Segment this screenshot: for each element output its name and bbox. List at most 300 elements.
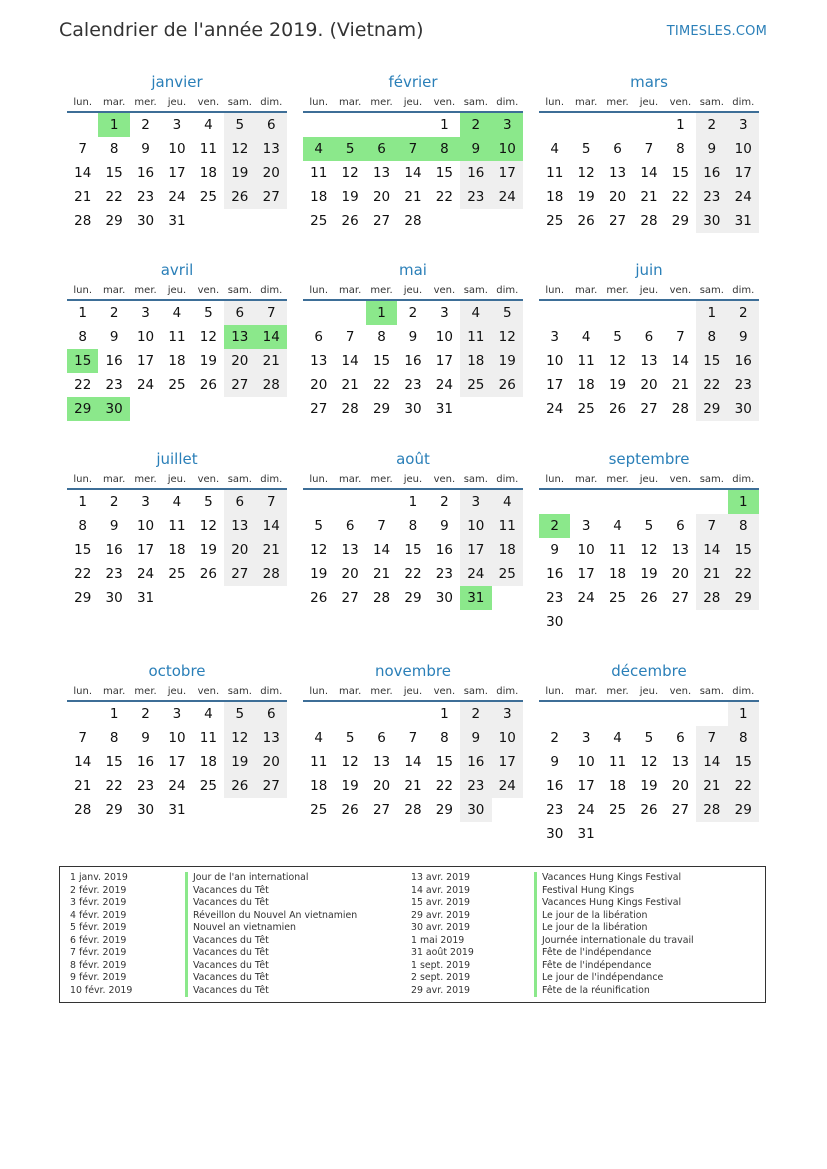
day-cell: 11 [310, 754, 328, 770]
day-cell: 12 [224, 726, 255, 750]
week-row [303, 586, 523, 610]
day-cell: 9 [460, 726, 491, 750]
empty-cell [665, 822, 696, 846]
day-cell: 9 [696, 137, 727, 161]
day-cell: 28 [696, 798, 727, 822]
empty-cell [303, 702, 334, 726]
day-cell: 18 [608, 566, 627, 582]
month-name: juin [635, 261, 663, 279]
day-cell: 13 [640, 353, 658, 369]
day-cell: 27 [372, 213, 391, 229]
month-10 [303, 662, 523, 822]
day-cell: 18 [492, 538, 523, 562]
day-cell: 3 [460, 490, 491, 514]
day-cell: 26 [224, 774, 255, 798]
day-cell: 20 [671, 566, 689, 582]
day-cell: 12 [341, 165, 359, 181]
weekday-header [303, 472, 523, 490]
day-cell: 18 [608, 778, 627, 794]
weekday-label: sam. [227, 285, 252, 296]
empty-cell [366, 113, 397, 137]
month-0 [67, 73, 287, 233]
empty-cell [665, 301, 696, 325]
week-row [303, 798, 523, 822]
weekday-label: mer. [370, 97, 393, 108]
day-cell: 11 [460, 325, 491, 349]
day-cell: 22 [372, 377, 391, 393]
day-cell: 20 [608, 189, 627, 205]
day-cell: 8 [440, 730, 449, 746]
month-7 [303, 450, 523, 610]
day-cell: 23 [696, 185, 727, 209]
weekday-header [303, 95, 523, 113]
day-cell: 18 [168, 353, 186, 369]
week-row [539, 750, 759, 774]
empty-cell [193, 209, 224, 233]
day-cell: 10 [577, 754, 595, 770]
day-cell: 7 [256, 490, 287, 514]
legend-dates-col-1 [70, 872, 132, 997]
weekday-label: dim. [496, 474, 519, 485]
day-cell: 18 [168, 542, 186, 558]
weekday-header [539, 684, 759, 702]
empty-cell [334, 301, 365, 325]
day-cell: 31 [435, 401, 453, 417]
month-3 [67, 261, 287, 421]
day-cell: 30 [728, 397, 759, 421]
month-6 [67, 450, 287, 610]
day-cell: 20 [224, 349, 255, 373]
holiday-name: Le jour de l'indépendance [534, 972, 694, 985]
day-cell: 28 [671, 401, 689, 417]
day-cell: 24 [728, 185, 759, 209]
day-cell: 28 [404, 213, 422, 229]
weekday-header [67, 95, 287, 113]
day-cell: 10 [728, 137, 759, 161]
day-cell: 5 [224, 702, 255, 726]
day-cell: 4 [613, 730, 622, 746]
day-cell: 7 [78, 730, 87, 746]
empty-cell [303, 490, 334, 514]
week-row [67, 137, 287, 161]
day-cell: 6 [224, 490, 255, 514]
holiday-name: Fête de la réunification [534, 985, 694, 998]
empty-cell [256, 798, 287, 822]
empty-cell [303, 301, 334, 325]
day-cell: 2 [141, 706, 150, 722]
day-cell: 19 [640, 566, 658, 582]
holiday-name: Vacances Hung Kings Festival [534, 872, 694, 885]
weekday-label: ven. [433, 285, 456, 296]
day-cell: 2 [141, 117, 150, 133]
day-cell: 23 [435, 566, 453, 582]
weekday-header [539, 95, 759, 113]
day-cell: 17 [577, 566, 595, 582]
day-cell: 1 [676, 117, 685, 133]
day-cell: 22 [74, 566, 92, 582]
day-cell: 28 [696, 586, 727, 610]
day-cell: 9 [109, 518, 119, 534]
day-cell: 16 [546, 566, 564, 582]
week-row [67, 373, 287, 397]
day-cell: 12 [224, 137, 255, 161]
empty-cell [161, 586, 192, 610]
day-cell: 25 [608, 590, 627, 606]
day-cell: 23 [105, 377, 123, 393]
weekday-label: lun. [73, 686, 93, 697]
empty-cell [570, 610, 601, 634]
day-cell: 1 [440, 117, 449, 133]
day-cell: 7 [397, 137, 428, 161]
week-row [67, 514, 287, 538]
day-cell: 17 [728, 161, 759, 185]
day-cell: 9 [109, 329, 119, 345]
day-cell: 11 [168, 329, 186, 345]
empty-cell [539, 113, 570, 137]
weekday-label: sam. [699, 686, 724, 697]
empty-cell [130, 397, 161, 421]
day-cell: 6 [676, 518, 685, 534]
week-row [539, 514, 759, 538]
day-cell: 7 [696, 726, 727, 750]
weekday-label: sam. [227, 686, 252, 697]
week-row [303, 349, 523, 373]
empty-cell [67, 702, 98, 726]
day-cell: 28 [404, 802, 422, 818]
day-cell: 22 [105, 778, 123, 794]
empty-cell [602, 301, 633, 325]
week-row [67, 774, 287, 798]
holiday-name: Vacances du Têt [185, 885, 357, 898]
day-cell: 14 [640, 165, 658, 181]
week-row [303, 514, 523, 538]
weekday-label: lun. [309, 474, 329, 485]
day-cell: 30 [435, 590, 453, 606]
day-cell: 27 [224, 562, 255, 586]
weekday-label: mar. [103, 97, 126, 108]
day-cell: 9 [728, 325, 759, 349]
weekday-header [67, 684, 287, 702]
weekday-label: sam. [463, 686, 488, 697]
weekday-label: dim. [496, 686, 519, 697]
day-cell: 14 [256, 514, 287, 538]
day-cell: 5 [334, 137, 365, 161]
day-cell: 14 [74, 165, 92, 181]
week-row [303, 490, 523, 514]
empty-cell [303, 113, 334, 137]
day-cell: 1 [440, 706, 449, 722]
day-cell: 4 [492, 490, 523, 514]
day-cell: 29 [372, 401, 391, 417]
day-cell: 22 [728, 774, 759, 798]
week-row [303, 397, 523, 421]
day-cell: 29 [105, 802, 123, 818]
week-row [539, 209, 759, 233]
day-cell: 18 [310, 189, 328, 205]
holiday-legend [59, 866, 766, 1003]
weekday-label: mer. [134, 474, 157, 485]
week-row [67, 750, 287, 774]
day-cell: 31 [577, 826, 595, 842]
weekday-label: dim. [732, 285, 755, 296]
day-cell: 1 [366, 301, 397, 325]
weekday-label: jeu. [167, 686, 187, 697]
week-row [67, 349, 287, 373]
holiday-date: 10 févr. 2019 [70, 984, 133, 996]
day-cell: 19 [224, 750, 255, 774]
day-cell: 2 [460, 702, 491, 726]
day-cell: 6 [224, 301, 255, 325]
month-name: septembre [608, 450, 690, 468]
day-cell: 6 [676, 730, 685, 746]
day-cell: 12 [199, 518, 217, 534]
month-8 [539, 450, 759, 634]
day-cell: 8 [78, 518, 87, 534]
day-cell: 6 [345, 518, 355, 534]
empty-cell [570, 301, 601, 325]
day-cell: 23 [105, 566, 123, 582]
day-cell: 25 [199, 189, 217, 205]
weekday-label: mar. [103, 686, 126, 697]
day-cell: 22 [671, 189, 689, 205]
weekday-label: mer. [606, 686, 629, 697]
day-cell: 11 [577, 353, 595, 369]
day-cell: 2 [109, 494, 119, 510]
weekday-label: mer. [606, 285, 629, 296]
day-cell: 4 [204, 706, 213, 722]
day-cell: 4 [204, 117, 213, 133]
holiday-date: 15 avr. 2019 [411, 897, 471, 908]
week-row [539, 774, 759, 798]
month-name: mars [630, 73, 668, 91]
empty-cell [696, 610, 727, 634]
day-cell: 19 [199, 542, 217, 558]
day-cell: 12 [310, 542, 328, 558]
brand-link[interactable]: TIMESLES.COM [666, 24, 767, 39]
day-cell: 26 [640, 802, 658, 818]
holiday-name: Vacances du Têt [185, 897, 357, 910]
day-cell: 21 [404, 189, 422, 205]
day-cell: 23 [136, 778, 155, 794]
weekday-label: mer. [606, 97, 629, 108]
day-cell: 13 [256, 137, 287, 161]
weekday-label: mar. [103, 474, 126, 485]
empty-cell [161, 397, 192, 421]
day-cell: 5 [314, 518, 323, 534]
day-cell: 28 [640, 213, 658, 229]
day-cell: 29 [404, 590, 422, 606]
day-cell: 4 [303, 137, 334, 161]
month-9 [67, 662, 287, 822]
weekday-label: mer. [134, 97, 157, 108]
day-cell: 3 [728, 113, 759, 137]
day-cell: 22 [696, 373, 727, 397]
month-name: avril [160, 261, 194, 279]
holiday-name: Vacances du Têt [185, 985, 357, 998]
day-cell: 30 [460, 798, 491, 822]
day-cell: 31 [136, 590, 155, 606]
weekday-label: lun. [545, 686, 565, 697]
week-row [303, 750, 523, 774]
day-cell: 29 [74, 590, 92, 606]
holiday-date: 30 avr. 2019 [411, 922, 471, 933]
day-cell: 25 [546, 213, 564, 229]
day-cell: 22 [105, 189, 123, 205]
day-cell: 10 [492, 137, 523, 161]
day-cell: 17 [435, 353, 453, 369]
weekday-header [67, 283, 287, 301]
day-cell: 6 [366, 137, 397, 161]
day-cell: 23 [460, 774, 491, 798]
week-row [67, 325, 287, 349]
holiday-name: Vacances Hung Kings Festival [534, 897, 694, 910]
weekday-label: mar. [339, 474, 362, 485]
week-row [67, 562, 287, 586]
day-cell: 20 [640, 377, 658, 393]
day-cell: 15 [105, 165, 123, 181]
day-cell: 25 [577, 401, 595, 417]
week-row [539, 301, 759, 325]
weekday-label: lun. [545, 474, 565, 485]
week-row [67, 397, 287, 421]
week-row [67, 586, 287, 610]
weekday-label: dim. [732, 97, 755, 108]
month-4 [303, 261, 523, 421]
day-cell: 13 [372, 754, 391, 770]
weekday-label: mar. [339, 97, 362, 108]
week-row [67, 490, 287, 514]
month-name: mai [399, 261, 427, 279]
day-cell: 29 [696, 397, 727, 421]
day-cell: 5 [204, 494, 213, 510]
holiday-date: 2 févr. 2019 [70, 884, 127, 896]
week-row [303, 301, 523, 325]
day-cell: 19 [640, 778, 658, 794]
weekday-label: ven. [197, 285, 220, 296]
day-cell: 17 [168, 165, 186, 181]
day-cell: 3 [581, 730, 591, 746]
holiday-date: 13 avr. 2019 [411, 872, 471, 883]
legend-dates-col-2 [411, 872, 474, 997]
day-cell: 18 [546, 189, 564, 205]
day-cell: 6 [644, 329, 654, 345]
day-cell: 15 [696, 349, 727, 373]
day-cell: 9 [550, 542, 559, 558]
weekday-label: lun. [73, 285, 93, 296]
day-cell: 17 [546, 377, 564, 393]
holiday-date: 3 févr. 2019 [70, 897, 127, 908]
weekday-label: mer. [370, 686, 393, 697]
empty-cell [224, 586, 255, 610]
weekday-label: sam. [699, 97, 724, 108]
day-cell: 31 [728, 209, 759, 233]
day-cell: 20 [310, 377, 328, 393]
weekday-label: ven. [669, 686, 692, 697]
day-cell: 11 [608, 542, 627, 558]
day-cell: 29 [105, 213, 123, 229]
weekday-label: dim. [260, 474, 283, 485]
day-cell: 5 [492, 301, 523, 325]
day-cell: 27 [256, 774, 287, 798]
day-cell: 3 [550, 329, 559, 345]
week-row [67, 538, 287, 562]
weekday-label: sam. [463, 97, 488, 108]
weekday-header [303, 684, 523, 702]
day-cell: 15 [105, 754, 123, 770]
empty-cell [539, 702, 570, 726]
day-cell: 13 [310, 353, 328, 369]
day-cell: 16 [460, 750, 491, 774]
day-cell: 6 [256, 113, 287, 137]
day-cell: 19 [199, 353, 217, 369]
empty-cell [633, 610, 664, 634]
day-cell: 2 [408, 305, 418, 321]
day-cell: 23 [136, 189, 155, 205]
day-cell: 25 [168, 566, 186, 582]
day-cell: 11 [199, 730, 217, 746]
day-cell: 21 [696, 774, 727, 798]
week-row [539, 538, 759, 562]
empty-cell [602, 113, 633, 137]
holiday-name: Vacances du Têt [185, 947, 357, 960]
weekday-label: dim. [260, 686, 283, 697]
empty-cell [570, 113, 601, 137]
holiday-name: Festival Hung Kings [534, 885, 694, 898]
month-name: juillet [156, 450, 198, 468]
week-row [67, 702, 287, 726]
day-cell: 3 [581, 518, 591, 534]
weekday-header [539, 283, 759, 301]
day-cell: 19 [608, 377, 627, 393]
day-cell: 22 [404, 566, 422, 582]
day-cell: 14 [671, 353, 689, 369]
day-cell: 25 [168, 377, 186, 393]
day-cell: 17 [492, 161, 523, 185]
day-cell: 8 [408, 518, 418, 534]
weekday-label: mer. [134, 686, 157, 697]
day-cell: 16 [404, 353, 422, 369]
day-cell: 23 [546, 590, 564, 606]
weekday-label: jeu. [167, 285, 187, 296]
day-cell: 11 [492, 514, 523, 538]
day-cell: 17 [492, 750, 523, 774]
day-cell: 15 [435, 165, 453, 181]
holiday-date: 9 févr. 2019 [70, 972, 127, 983]
weekday-label: lun. [309, 686, 329, 697]
day-cell: 1 [78, 305, 87, 321]
month-11 [539, 662, 759, 846]
day-cell: 27 [608, 213, 627, 229]
day-cell: 10 [546, 353, 564, 369]
holiday-name: Nouvel an vietnamien [185, 922, 357, 935]
day-cell: 26 [341, 802, 359, 818]
day-cell: 16 [136, 165, 155, 181]
day-cell: 16 [435, 542, 453, 558]
day-cell: 29 [671, 213, 689, 229]
holiday-name: Le jour de la libération [534, 922, 694, 935]
weekday-label: dim. [496, 285, 519, 296]
day-cell: 17 [136, 542, 155, 558]
month-2 [539, 73, 759, 233]
day-cell: 2 [460, 113, 491, 137]
empty-cell [366, 702, 397, 726]
day-cell: 21 [341, 377, 359, 393]
day-cell: 21 [74, 778, 92, 794]
week-row [303, 373, 523, 397]
week-row [539, 397, 759, 421]
day-cell: 6 [256, 702, 287, 726]
day-cell: 5 [345, 730, 355, 746]
